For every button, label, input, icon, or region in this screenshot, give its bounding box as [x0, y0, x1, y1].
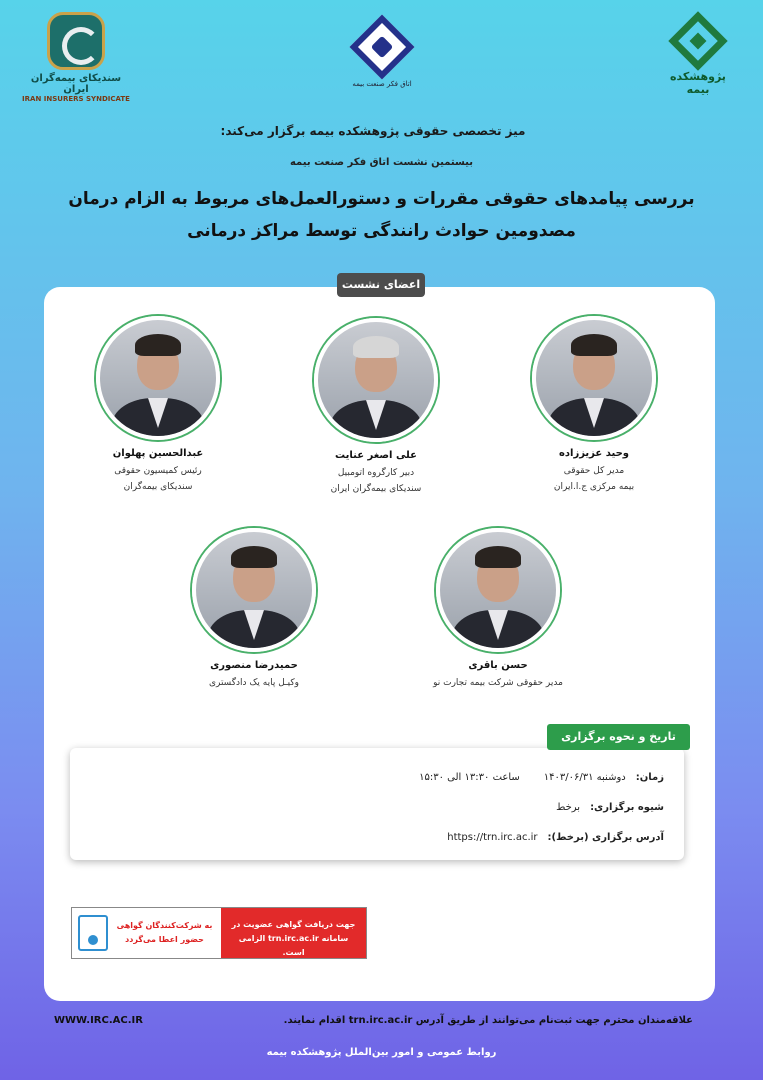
mode-row	[90, 792, 664, 822]
time-label: زمان:	[635, 771, 664, 783]
date-mode-label: تاریخ و نحوه برگزاری	[547, 724, 690, 750]
syndicate-name: سندیکای بیمه‌گران ایران	[30, 73, 122, 95]
institute-caption: پژوهشکده بیمه	[670, 70, 726, 96]
avatar	[314, 318, 438, 442]
avatar	[96, 316, 220, 440]
certificate-award	[72, 908, 221, 958]
headline: میز تخصصی حقوقی پژوهشکده بیمه برگزار می‌کند:	[220, 124, 526, 138]
registration-note: علاقه‌مندان محترم جهت ثبت‌نام می‌توانند از طریق آدرس trn.irc.ac.ir اقدام نمایند.	[283, 1015, 693, 1026]
institute-diamond-icon	[668, 11, 727, 70]
title-line-2: مصدومین حوادث رانندگی توسط مراکز درمانی	[187, 221, 576, 241]
institute-logo	[663, 14, 733, 96]
member-name: علی اصغر عنایت	[335, 450, 417, 461]
address-row	[90, 822, 664, 852]
certificate-notice	[71, 907, 367, 959]
member-role: وکیـل پایه یک دادگستری	[208, 678, 300, 688]
member-name: حمیدرضا منصوری	[210, 660, 298, 671]
avatar	[436, 528, 560, 652]
member-name: عبدالحسین پهلوان	[112, 448, 204, 459]
date-value: دوشنبه ۱۴۰۳/۰۶/۳۱	[543, 771, 626, 783]
footer: روابط عمومی و امور بین‌الملل پژوهشکده بیمه	[266, 1047, 497, 1058]
member-role: مدیر کل حقوقی بیمه مرکزی ج.ا.ایران	[553, 466, 635, 492]
mode-label: شیوه برگزاری:	[590, 801, 664, 813]
avatar	[532, 316, 656, 440]
mode-value: برخط	[556, 801, 581, 813]
certificate-requirement: جهت دریافت گواهی عضویت در سامانه trn.irc.ac.ir الزامی است.	[221, 908, 366, 958]
certificate-icon	[78, 915, 108, 951]
member-role: رئیس کمیسیون حقوقی سندیکای بیمه‌گران	[114, 466, 202, 492]
member-role: دبیر کارگروه اتومبیل سندیکای بیمه‌گران ایران	[330, 468, 422, 494]
member-card-1	[504, 316, 684, 495]
member-card-3	[68, 316, 248, 495]
member-card-5	[164, 528, 344, 691]
syndicate-name-en: IRAN INSURERS SYNDICATE	[22, 95, 130, 103]
subheadline: بیستمین نشست اتاق فکر صنعت بیمه	[289, 157, 474, 168]
address-link[interactable]: https://trn.irc.ac.ir	[447, 831, 538, 843]
event-info-box	[70, 748, 684, 860]
certificate-award-text: به شرکت‌کنندگان گواهی حضور اعطا می‌گردد	[116, 921, 213, 944]
website-link[interactable]: WWW.IRC.AC.IR	[54, 1015, 143, 1026]
members-label: اعضای نشست	[337, 273, 425, 297]
think-tank-logo	[347, 18, 417, 88]
member-card-4	[408, 528, 588, 691]
lightbulb-diamond-icon	[349, 14, 414, 79]
hour-value: ساعت ۱۳:۳۰ الی ۱۵:۳۰	[419, 771, 520, 783]
avatar	[192, 528, 316, 652]
syndicate-emblem-icon	[47, 12, 105, 70]
member-name: وحید عزیززاده	[558, 448, 629, 459]
member-role: مدیر حقوقی شرکت بیمه تجارت نو	[433, 678, 563, 688]
address-label: آدرس برگزاری (برخط):	[547, 831, 664, 843]
member-card-2	[286, 318, 466, 497]
think-tank-caption: اتاق فکر صنعت بیمه	[352, 80, 412, 88]
member-name: حسن باقری	[468, 660, 528, 671]
page-title	[60, 183, 703, 247]
time-row	[90, 762, 664, 792]
title-line-1: بررسی پیامدهای حقوقی مقررات و دستورالعمل‌های مربوط به الزام درمان	[68, 189, 695, 209]
syndicate-logo	[22, 12, 130, 103]
